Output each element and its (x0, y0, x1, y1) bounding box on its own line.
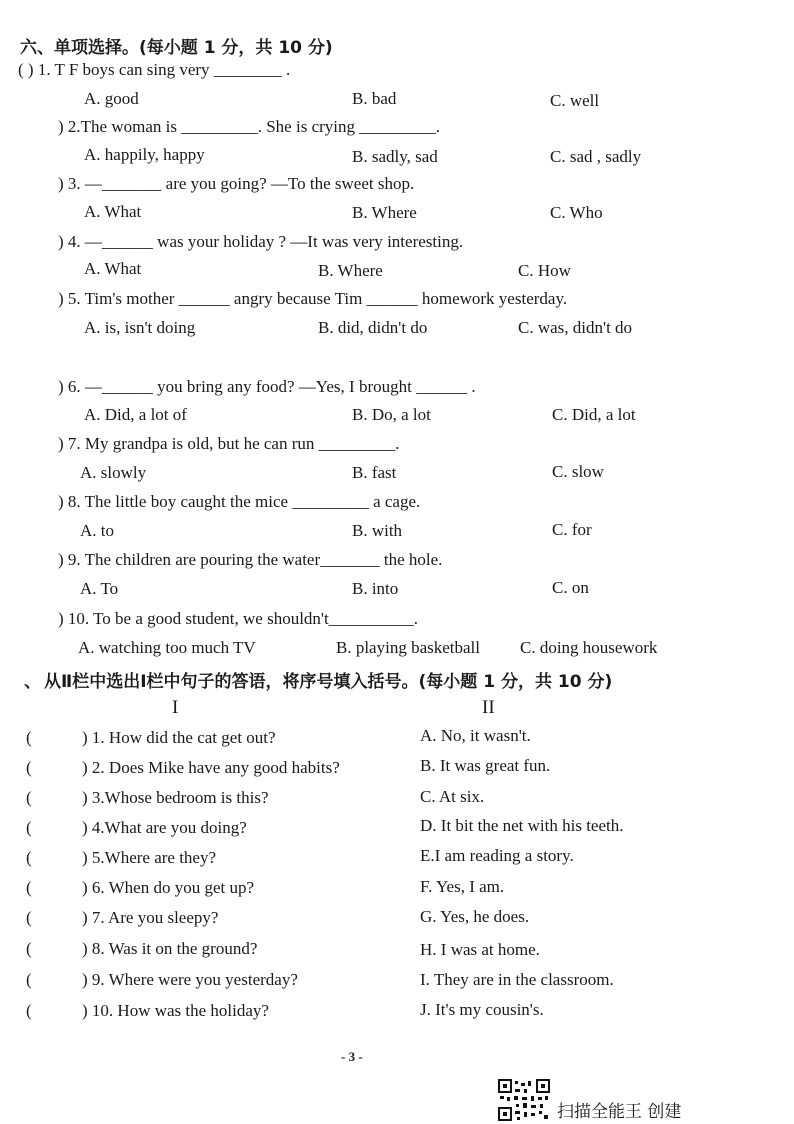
q7-option-b: B. fast (352, 463, 397, 482)
q3-option-b: B. Where (352, 203, 417, 222)
q8-option-b: B. with (352, 521, 403, 540)
question-7: ) 7. My grandpa is old, but he can run _________. (58, 434, 400, 453)
row-9-answer: I. They are in the classroom. (420, 970, 614, 989)
q9-option-c: C. on (552, 578, 589, 597)
q4-option-c: C. How (518, 261, 571, 280)
page-number: - 3 - (341, 1049, 363, 1064)
q2-option-b: B. sadly, sad (352, 147, 438, 166)
row-2-answer: B. It was great fun. (420, 756, 551, 775)
column-i-header: I (172, 697, 179, 718)
row-3-question: ) 3.Whose bedroom is this? (82, 788, 269, 807)
row-1-bracket: ( (26, 728, 32, 747)
q6-option-a: A. Did, a lot of (84, 405, 187, 424)
q8-option-a: A. to (80, 521, 114, 540)
row-3-answer: C. At six. (420, 787, 485, 806)
q8-option-c: C. for (552, 520, 592, 539)
q1-option-a: A. good (84, 89, 139, 108)
row-4-bracket: ( (26, 818, 32, 837)
row-8-answer: H. I was at home. (420, 940, 540, 959)
q2-option-c: C. sad , sadly (550, 147, 642, 166)
section-6-title: 六、单项选择。(每小题 1 分，共 10 分) (20, 38, 333, 58)
q6-option-c: C. Did, a lot (552, 405, 636, 424)
q1-option-c: C. well (550, 91, 600, 110)
q4-option-b: B. Where (318, 261, 383, 280)
question-10: ) 10. To be a good student, we shouldn't__________. (58, 609, 418, 628)
row-7-answer: G. Yes, he does. (420, 907, 530, 926)
scanner-watermark: 扫描全能王 创建 (557, 1102, 682, 1122)
row-2-bracket: ( (26, 758, 32, 777)
q6-option-b: B. Do, a lot (352, 405, 431, 424)
row-1-answer: A. No, it wasn't. (420, 726, 531, 745)
row-9-bracket: ( (26, 970, 32, 989)
question-4: ) 4. —______ was your holiday ? —It was very interesting. (58, 232, 464, 251)
row-5-bracket: ( (26, 848, 32, 867)
row-7-question: ) 7. Are you sleepy? (82, 908, 219, 927)
row-10-answer: J. It's my cousin's. (420, 1000, 544, 1019)
q10-option-c: C. doing housework (520, 638, 658, 657)
question-6: ) 6. —______ you bring any food? —Yes, I brought ______ . (58, 377, 476, 396)
row-1-question: ) 1. How did the cat get out? (82, 728, 276, 747)
q3-option-a: A. What (84, 202, 142, 221)
question-9: ) 9. The children are pouring the water_______ the hole. (58, 550, 443, 569)
q9-option-b: B. into (352, 579, 399, 598)
row-4-answer: D. It bit the net with his teeth. (420, 816, 624, 835)
q5-option-c: C. was, didn't do (518, 318, 633, 337)
question-3: ) 3. —_______ are you going? —To the sweet shop. (58, 174, 415, 193)
row-6-question: ) 6. When do you get up? (82, 878, 255, 897)
q9-option-a: A. To (80, 579, 119, 598)
section-7-title-prefix: 、 (24, 672, 41, 692)
row-8-question: ) 8. Was it on the ground? (82, 939, 258, 958)
q7-option-a: A. slowly (80, 463, 147, 482)
row-8-bracket: ( (26, 939, 32, 958)
q1-option-b: B. bad (352, 89, 397, 108)
question-1: ( ) 1. T F boys can sing very ________ . (18, 60, 291, 79)
q4-option-a: A. What (84, 259, 142, 278)
column-ii-header: II (482, 697, 495, 718)
q3-option-c: C. Who (550, 203, 603, 222)
row-6-bracket: ( (26, 878, 32, 897)
question-2: ) 2.The woman is _________. She is crying _________. (58, 117, 440, 136)
qr-code-icon (498, 1079, 550, 1121)
q5-option-a: A. is, isn't doing (84, 318, 196, 337)
section-7-title: 从Ⅱ栏中选出Ⅰ栏中句子的答语，将序号填入括号。(每小题 1 分，共 10 分) (44, 672, 613, 692)
row-6-answer: F. Yes, I am. (420, 877, 505, 896)
question-8: ) 8. The little boy caught the mice _________ a cage. (58, 492, 421, 511)
q10-option-a: A. watching too much TV (78, 638, 256, 657)
q7-option-c: C. slow (552, 462, 604, 481)
q5-option-b: B. did, didn't do (318, 318, 428, 337)
q2-option-a: A. happily, happy (84, 145, 205, 164)
question-5: ) 5. Tim's mother ______ angry because Tim ______ homework yesterday. (58, 289, 568, 308)
row-7-bracket: ( (26, 908, 32, 927)
row-2-question: ) 2. Does Mike have any good habits? (82, 758, 340, 777)
row-4-question: ) 4.What are you doing? (82, 818, 247, 837)
row-3-bracket: ( (26, 788, 32, 807)
row-5-answer: E.I am reading a story. (420, 846, 574, 865)
q10-option-b: B. playing basketball (336, 638, 481, 657)
row-10-bracket: ( (26, 1001, 32, 1020)
row-9-question: ) 9. Where were you yesterday? (82, 970, 298, 989)
row-10-question: ) 10. How was the holiday? (82, 1001, 269, 1020)
row-5-question: ) 5.Where are they? (82, 848, 217, 867)
